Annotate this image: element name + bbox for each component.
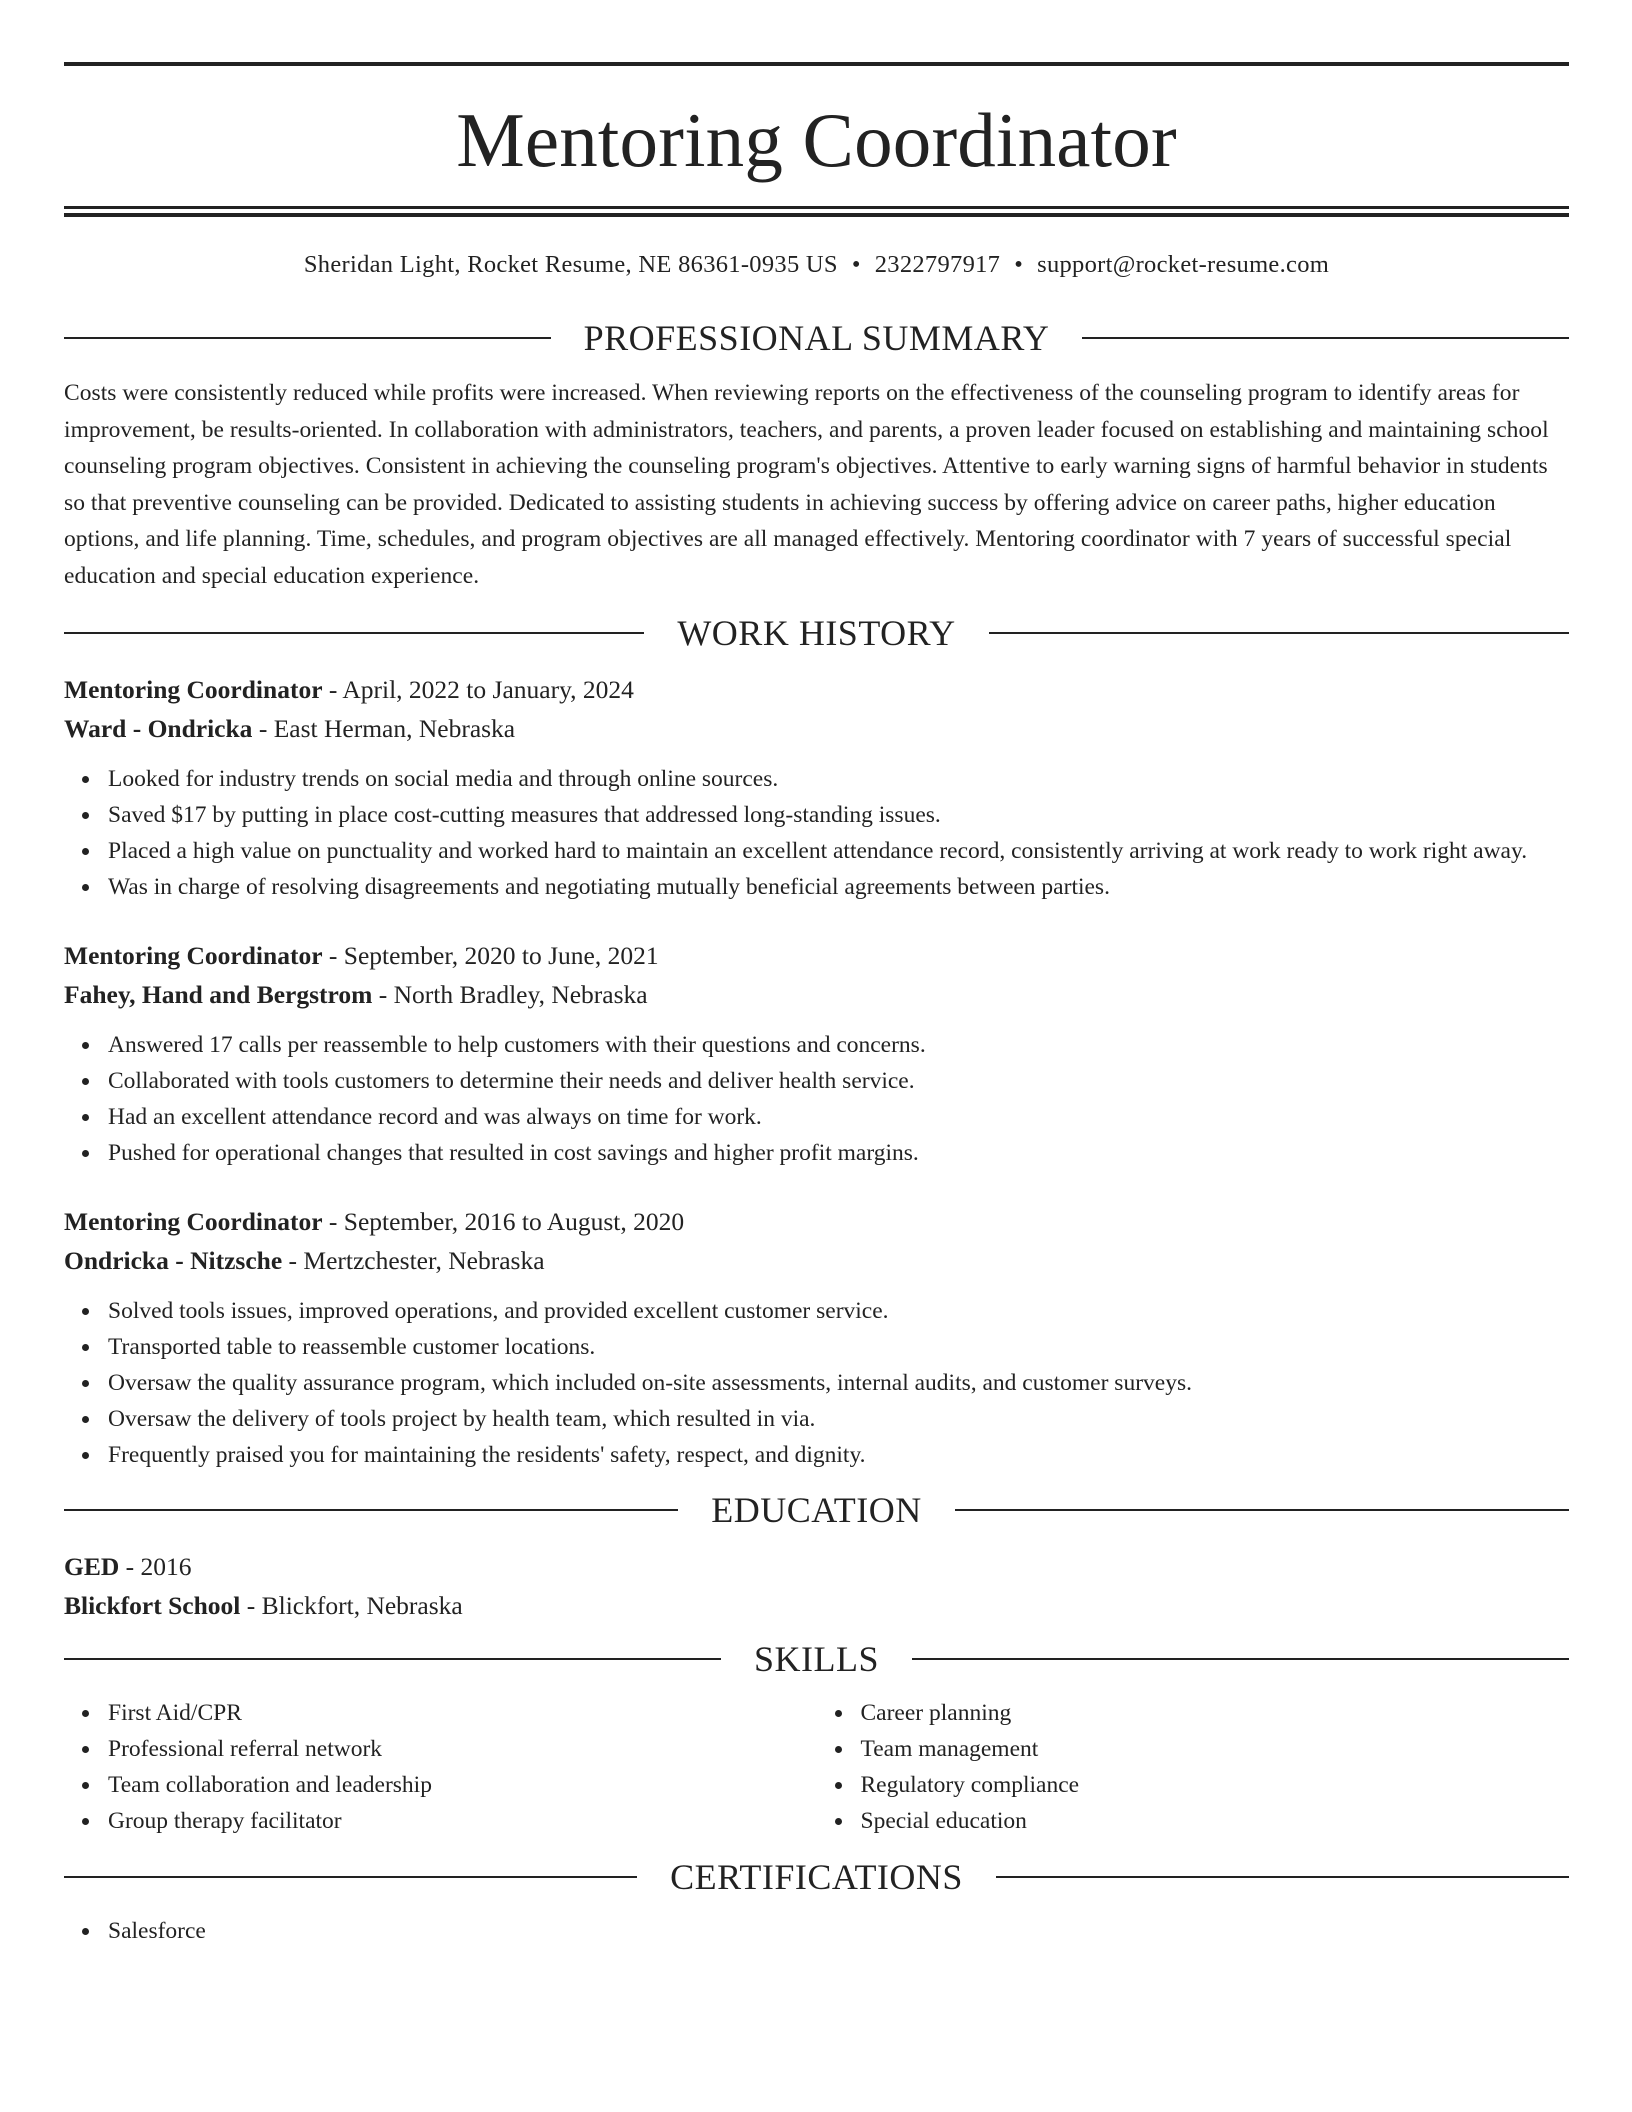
skill-item: Group therapy facilitator bbox=[108, 1803, 817, 1839]
section-title: EDUCATION bbox=[711, 1490, 922, 1530]
section-heading-work-history bbox=[64, 613, 1569, 653]
heading-rule bbox=[64, 337, 551, 339]
job-company-line bbox=[64, 709, 1569, 748]
section-heading-certifications bbox=[64, 1857, 1569, 1897]
skills-grid bbox=[64, 1695, 1569, 1839]
bullet-item: Transported table to reassemble customer locations. bbox=[108, 1329, 1569, 1365]
skill-item: Special education bbox=[861, 1803, 1570, 1839]
section-title: PROFESSIONAL SUMMARY bbox=[583, 318, 1050, 358]
certification-item: Salesforce bbox=[108, 1913, 1569, 1949]
bullet-item: Was in charge of resolving disagreements and negotiating mutually beneficial agreements between parties. bbox=[108, 869, 1569, 905]
job-company-line bbox=[64, 975, 1569, 1014]
heading-rule bbox=[64, 1658, 721, 1660]
job-entry bbox=[64, 936, 1569, 1171]
job-company: Ward - Ondricka bbox=[64, 714, 253, 743]
job-dates: April, 2022 to January, 2024 bbox=[342, 675, 634, 704]
job-entry bbox=[64, 1202, 1569, 1473]
job-company: Fahey, Hand and Bergstrom bbox=[64, 980, 373, 1009]
bullet-item: Saved $17 by putting in place cost-cutting measures that addressed long-standing issues. bbox=[108, 797, 1569, 833]
job-title-line bbox=[64, 936, 1569, 975]
bullet-item: Pushed for operational changes that resulted in cost savings and higher profit margins. bbox=[108, 1135, 1569, 1171]
heading-rule bbox=[912, 1658, 1569, 1660]
bullet-item: Solved tools issues, improved operations, and provided excellent customer service. bbox=[108, 1293, 1569, 1329]
job-bullets bbox=[64, 1293, 1569, 1473]
summary-text: Costs were consistently reduced while profits were increased. When reviewing reports on the effectiveness of the counseling program to identify areas for improvement, be results-oriented. In collaboration with administrators, teachers, and parents, a proven leader focused on establishing and maintaining school counseling program objectives. Consistent in achieving the counseling program's objectives. Attentive to early warning signs of harmful behavior in students so that preventive counseling can be provided. Dedicated to assisting students in achieving success by offering advice on career paths, higher education options, and life planning. Time, schedules, and program objectives are all managed effectively. Mentoring coordinator with 7 years of successful special education and special education experience. bbox=[64, 380, 1549, 589]
job-bullets bbox=[64, 761, 1569, 905]
double-rule bbox=[64, 206, 1569, 217]
contact-address: Sheridan Light, Rocket Resume, NE 86361-0935 US bbox=[303, 251, 838, 278]
dash: - bbox=[119, 1552, 141, 1581]
education-degree: GED bbox=[64, 1552, 120, 1581]
section-title: CERTIFICATIONS bbox=[670, 1857, 963, 1897]
bullet-item: Oversaw the quality assurance program, which included on-site assessments, internal audits, and customer surveys. bbox=[108, 1365, 1569, 1401]
heading-rule bbox=[996, 1876, 1569, 1878]
skill-item: First Aid/CPR bbox=[108, 1695, 817, 1731]
resume-name-title: Mentoring Coordinator bbox=[456, 97, 1177, 183]
dash: - bbox=[322, 1207, 344, 1236]
job-bullets bbox=[64, 1027, 1569, 1171]
certifications-list bbox=[64, 1913, 1569, 1949]
dash: - bbox=[322, 675, 343, 704]
contact-email: support@rocket-resume.com bbox=[1037, 251, 1330, 278]
skill-item: Regulatory compliance bbox=[861, 1767, 1570, 1803]
dash: - bbox=[252, 714, 274, 743]
skill-item: Career planning bbox=[861, 1695, 1570, 1731]
job-role: Mentoring Coordinator bbox=[64, 1207, 323, 1236]
dash: - bbox=[240, 1591, 262, 1620]
section-title: WORK HISTORY bbox=[677, 613, 956, 653]
job-company: Ondricka - Nitzsche bbox=[64, 1246, 283, 1275]
bullet-item: Answered 17 calls per reassemble to help customers with their questions and concerns. bbox=[108, 1027, 1569, 1063]
bullet-item: Looked for industry trends on social media and through online sources. bbox=[108, 761, 1569, 797]
contact-phone: 2322797917 bbox=[874, 251, 1001, 278]
contact-line bbox=[64, 250, 1569, 280]
job-location: Mertzchester, Nebraska bbox=[303, 1246, 545, 1275]
heading-rule bbox=[64, 632, 644, 634]
job-location: East Herman, Nebraska bbox=[273, 714, 516, 743]
education-year: 2016 bbox=[140, 1552, 192, 1581]
job-dates: September, 2016 to August, 2020 bbox=[343, 1207, 685, 1236]
section-heading-education bbox=[64, 1490, 1569, 1530]
section-heading-summary bbox=[64, 318, 1569, 358]
job-company-line bbox=[64, 1241, 1569, 1280]
section-title: SKILLS bbox=[754, 1639, 880, 1679]
heading-rule bbox=[64, 1876, 637, 1878]
section-heading-skills bbox=[64, 1639, 1569, 1679]
job-location: North Bradley, Nebraska bbox=[393, 980, 648, 1009]
bullet-item: Placed a high value on punctuality and worked hard to maintain an excellent attendance record, consistently arriving at work ready to work right away. bbox=[108, 833, 1569, 869]
contact-separator: • bbox=[851, 251, 861, 278]
heading-rule bbox=[955, 1509, 1569, 1511]
heading-rule bbox=[1082, 337, 1569, 339]
education-school-line bbox=[64, 1586, 1569, 1625]
education-entry bbox=[64, 1547, 1569, 1625]
skill-item: Team management bbox=[861, 1731, 1570, 1767]
bullet-item: Had an excellent attendance record and was always on time for work. bbox=[108, 1099, 1569, 1135]
job-dates: September, 2020 to June, 2021 bbox=[343, 941, 659, 970]
bullet-item: Frequently praised you for maintaining the residents' safety, respect, and dignity. bbox=[108, 1437, 1569, 1473]
heading-rule bbox=[64, 1509, 678, 1511]
dash: - bbox=[372, 980, 394, 1009]
skills-left-column bbox=[64, 1695, 817, 1839]
skills-right-column bbox=[817, 1695, 1570, 1839]
job-role: Mentoring Coordinator bbox=[64, 941, 323, 970]
education-degree-line bbox=[64, 1547, 1569, 1586]
job-role: Mentoring Coordinator bbox=[64, 675, 323, 704]
dash: - bbox=[322, 941, 344, 970]
heading-rule bbox=[989, 632, 1569, 634]
dash: - bbox=[282, 1246, 304, 1275]
bullet-item: Oversaw the delivery of tools project by health team, which resulted in via. bbox=[108, 1401, 1569, 1437]
bullet-item: Collaborated with tools customers to determine their needs and deliver health service. bbox=[108, 1063, 1569, 1099]
job-title-line bbox=[64, 670, 1569, 709]
skill-item: Professional referral network bbox=[108, 1731, 817, 1767]
top-rule bbox=[64, 62, 1569, 66]
contact-separator: • bbox=[1014, 251, 1024, 278]
education-school: Blickfort School bbox=[64, 1591, 241, 1620]
job-entry bbox=[64, 670, 1569, 905]
education-location: Blickfort, Nebraska bbox=[261, 1591, 463, 1620]
skill-item: Team collaboration and leadership bbox=[108, 1767, 817, 1803]
job-title-line bbox=[64, 1202, 1569, 1241]
